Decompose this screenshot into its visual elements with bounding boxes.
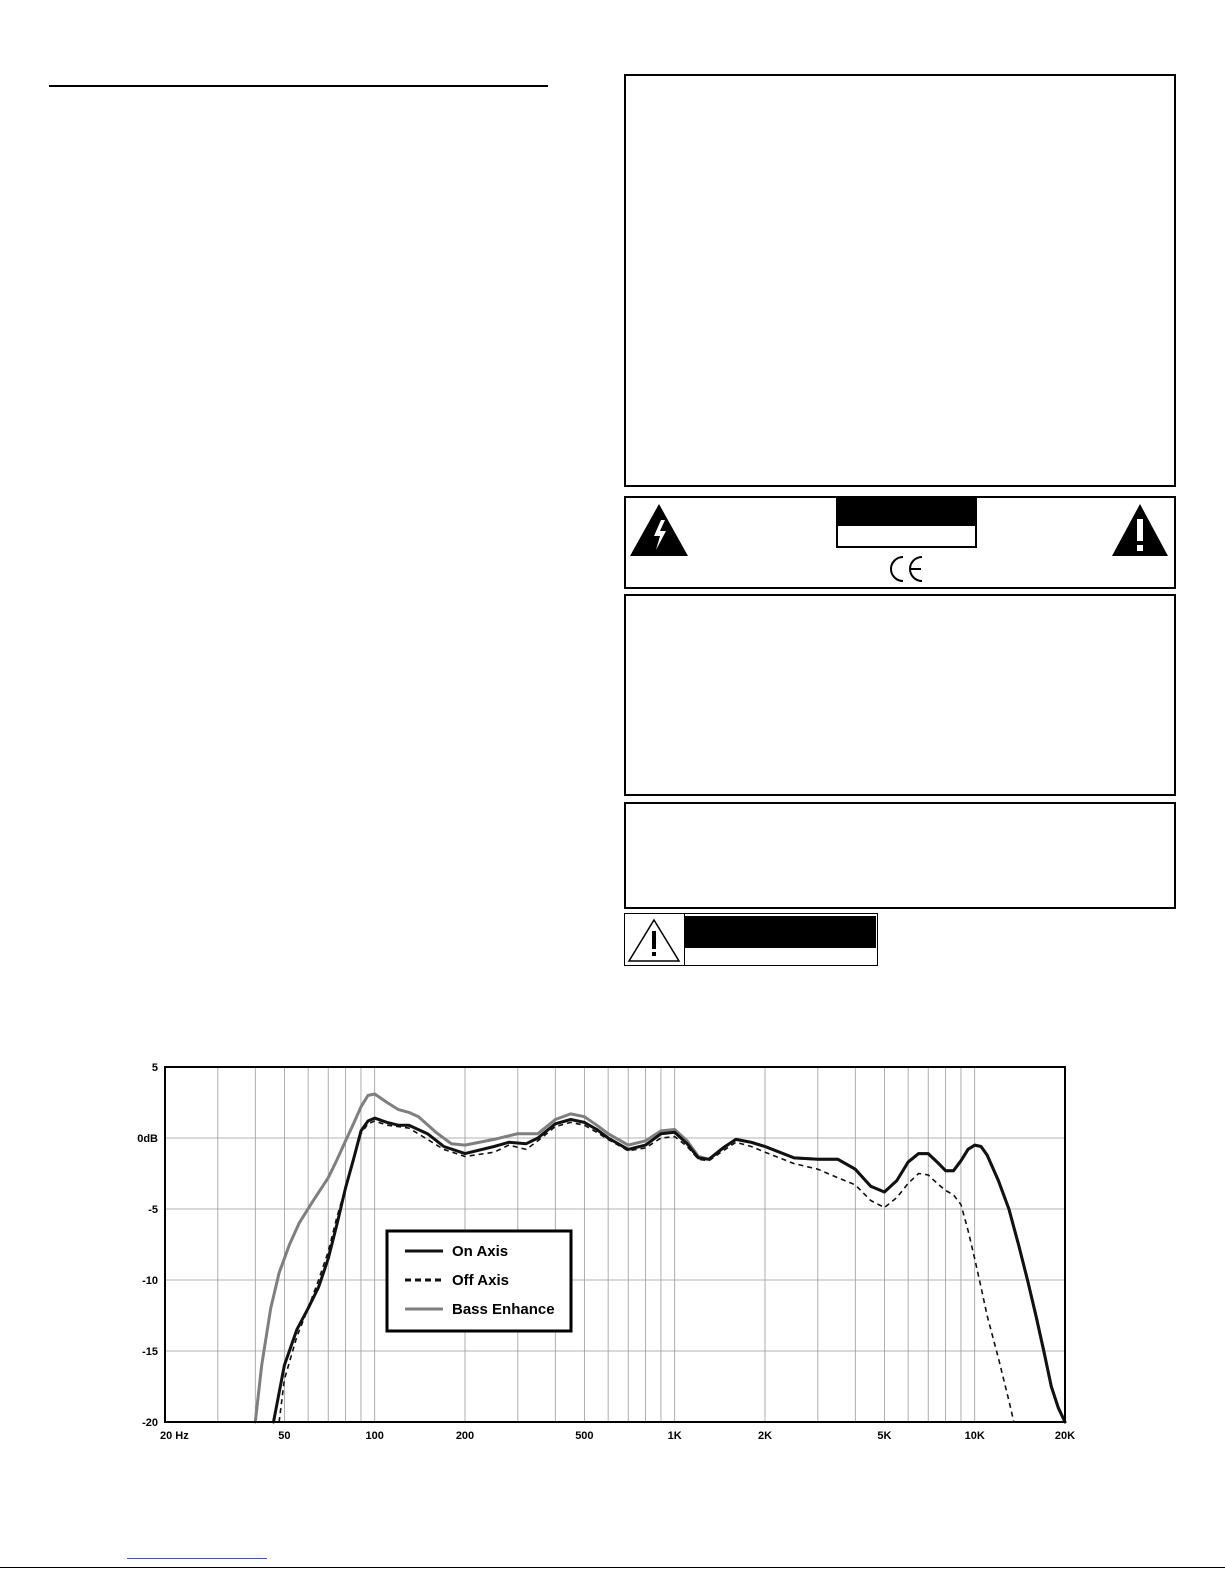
x-tick-label: 1K: [667, 1430, 682, 1442]
warning-label-bar: [838, 499, 975, 526]
footer-link-underline[interactable]: [127, 1558, 267, 1559]
x-tick-label: 100: [365, 1430, 384, 1442]
plot-frame: [165, 1067, 1065, 1422]
legend-label: Off Axis: [452, 1272, 509, 1289]
exclamation-triangle-icon: [1110, 502, 1170, 558]
x-tick-label: 10K: [964, 1430, 985, 1442]
section-heading-rule: [49, 85, 548, 87]
info-panel-top: [624, 74, 1176, 487]
chart-axis-labels: [137, 1062, 1075, 1442]
warning-label-box: [836, 497, 977, 548]
series-line-bass-enhance: [255, 1094, 1065, 1422]
chart-grid: [165, 1067, 1065, 1422]
x-tick-label: 20 Hz: [160, 1430, 189, 1442]
chart-series: [255, 1094, 1065, 1422]
y-tick-label: -10: [142, 1275, 158, 1287]
lightning-bolt-triangle-icon: [628, 502, 690, 558]
footer-rule: [0, 1567, 1225, 1568]
info-panel-middle: [624, 594, 1176, 796]
caution-tag: [624, 913, 878, 966]
x-tick-label: 50: [278, 1430, 291, 1442]
x-tick-label: 5K: [877, 1430, 892, 1442]
caution-triangle-icon: [627, 917, 681, 963]
legend-label: Bass Enhance: [452, 1301, 555, 1318]
x-tick-label: 20K: [1054, 1430, 1076, 1442]
legend-label: On Axis: [452, 1243, 509, 1260]
caution-label-bar: [685, 916, 876, 948]
y-tick-label: 5: [151, 1062, 158, 1074]
caution-icon-cell: [625, 914, 685, 965]
y-tick-label: -15: [142, 1346, 158, 1358]
chart-legend: [387, 1231, 571, 1331]
x-tick-label: 2K: [757, 1430, 773, 1442]
y-tick-label: 0dB: [137, 1133, 158, 1145]
info-panel-lower: [624, 802, 1176, 909]
frequency-response-chart: [120, 1055, 1090, 1455]
x-tick-label: 200: [455, 1430, 475, 1442]
x-tick-label: 500: [575, 1430, 594, 1442]
y-tick-label: -5: [148, 1204, 158, 1216]
y-tick-label: -20: [142, 1417, 158, 1429]
ce-mark-icon: [886, 553, 926, 585]
